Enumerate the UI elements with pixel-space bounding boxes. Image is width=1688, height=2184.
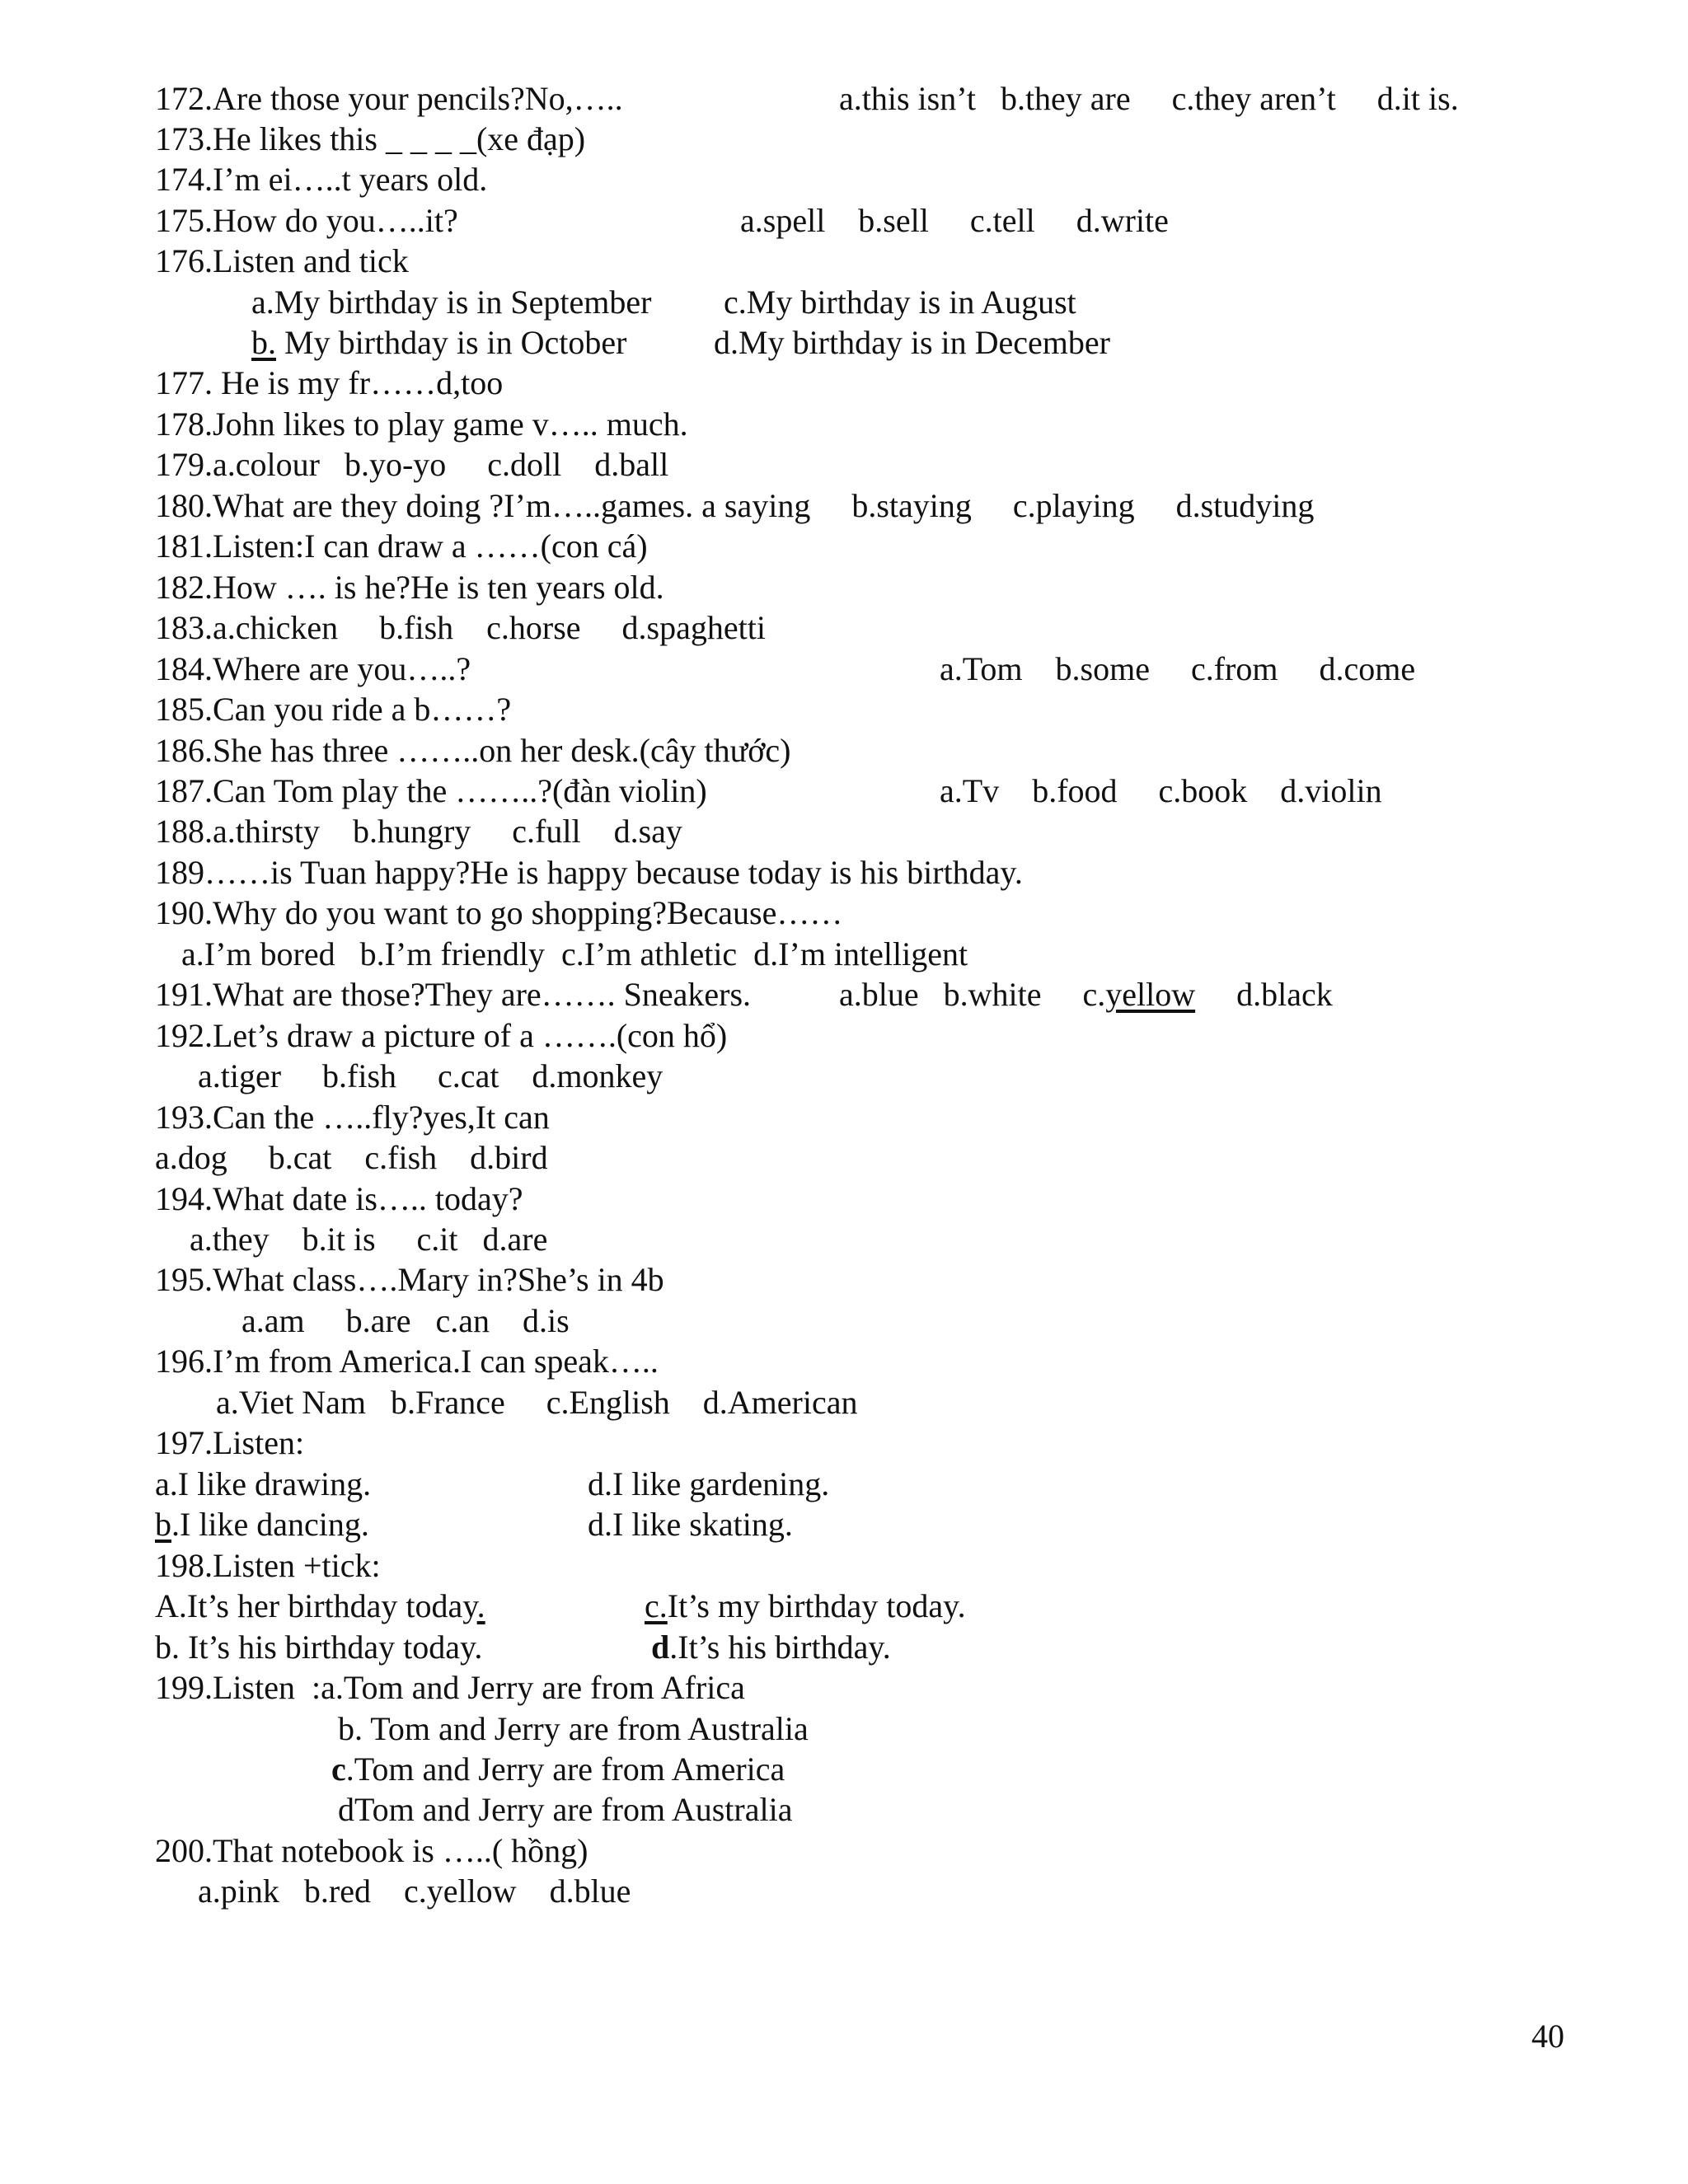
options-190 [181, 934, 968, 975]
option-text: a.My birthday is in September [251, 284, 652, 321]
question-text: 189……is Tuan happy?He is happy because today is his birthday. [155, 854, 1023, 891]
options-200 [198, 1871, 631, 1912]
options-text: a.Viet Nam b.France c.English d.American [216, 1384, 858, 1421]
option-text: d.I like gardening. [588, 1465, 830, 1502]
option-text: b. Tom and Jerry are from Australia [338, 1710, 809, 1747]
options-text: a.blue b.white c. [839, 976, 1106, 1013]
option-176-b [251, 322, 627, 363]
option-text: a.I like drawing. [155, 1465, 372, 1502]
bold-letter: d [651, 1629, 670, 1666]
question-text: 182.How …. is he?He is ten years old. [155, 569, 664, 606]
options-194 [190, 1219, 547, 1260]
question-198 [155, 1545, 381, 1586]
underlined-letter: b. [251, 324, 276, 361]
page-number [1531, 2016, 1564, 2057]
option-176-a [251, 282, 651, 323]
question-text: 192.Let’s draw a picture of a …….(con hổ) [155, 1017, 728, 1054]
question-172 [155, 78, 623, 120]
question-text: 173.He likes this _ _ _ _(xe đạp) [155, 120, 586, 157]
options-175 [740, 200, 1169, 241]
option-199-d [338, 1789, 792, 1830]
options-192 [198, 1056, 663, 1097]
question-193 [155, 1097, 550, 1138]
question-197 [155, 1422, 304, 1464]
option-198-a [155, 1586, 485, 1627]
question-text: 180.What are they doing ?I’m…..games. a saying b.staying c.playing d.studying [155, 487, 1315, 524]
question-178 [155, 404, 688, 445]
options-195 [241, 1301, 570, 1342]
options-196 [216, 1382, 857, 1423]
question-text: 183.a.chicken b.fish c.horse d.spaghetti [155, 609, 766, 646]
question-188 [155, 811, 682, 852]
question-185 [155, 689, 511, 730]
question-text: 185.Can you ride a b……? [155, 691, 512, 728]
options-172 [839, 78, 1459, 120]
question-text: 188.a.thirsty b.hungry c.full d.say [155, 813, 682, 850]
question-183 [155, 607, 766, 649]
question-text: 199.Listen :a.Tom and Jerry are from Africa [155, 1669, 745, 1706]
question-192 [155, 1015, 727, 1057]
options-text: a.they b.it is c.it d.are [190, 1221, 548, 1258]
options-191 [839, 974, 1333, 1015]
option-text: A.It’s her birthday today [155, 1587, 477, 1624]
bold-letter: c [331, 1750, 346, 1788]
option-176-d [714, 322, 1110, 363]
question-text: 179.a.colour b.yo-yo c.doll d.ball [155, 446, 669, 483]
question-179 [155, 444, 668, 485]
underlined-answer: yellow [1105, 976, 1196, 1013]
option-text: c.My birthday is in August [724, 284, 1076, 321]
question-189 [155, 852, 1023, 893]
option-176-c [724, 282, 1076, 323]
question-text: 200.That notebook is …..( hồng) [155, 1832, 588, 1869]
option-199-b [338, 1708, 809, 1750]
underlined-mark: . [476, 1587, 485, 1624]
underlined-letter: b [155, 1506, 171, 1543]
page-number-text: 40 [1531, 2018, 1564, 2055]
underlined-letter: c. [645, 1587, 668, 1624]
question-196 [155, 1341, 659, 1382]
question-text: 197.Listen: [155, 1424, 305, 1461]
question-173 [155, 119, 585, 160]
question-text: 196.I’m from America.I can speak….. [155, 1343, 659, 1380]
options-text: a.this isn’t b.they are c.they aren’t d.it is. [839, 80, 1459, 117]
question-190 [155, 893, 842, 934]
option-198-d [651, 1627, 891, 1668]
question-text: 195.What class….Mary in?She’s in 4b [155, 1261, 664, 1298]
question-200 [155, 1830, 588, 1872]
question-text: 198.Listen +tick: [155, 1547, 381, 1584]
question-text: 176.Listen and tick [155, 242, 409, 279]
question-175 [155, 200, 458, 241]
option-197-d1 [588, 1464, 829, 1505]
question-text: 177. He is my fr……d,too [155, 364, 504, 401]
question-text: 191.What are those?They are……. Sneakers. [155, 976, 752, 1013]
option-198-b [155, 1627, 482, 1668]
question-174 [155, 159, 487, 200]
question-text: 184.Where are you…..? [155, 650, 471, 687]
options-text: a.pink b.red c.yellow d.blue [198, 1872, 631, 1910]
question-191 [155, 974, 751, 1015]
options-text: d.black [1195, 976, 1333, 1013]
options-193 [155, 1137, 548, 1179]
question-199 [155, 1667, 745, 1708]
options-text: a.spell b.sell c.tell d.write [740, 202, 1169, 239]
options-text: a.I’m bored b.I’m friendly c.I’m athletic d.I’m intelligent [181, 935, 968, 972]
question-176 [155, 241, 409, 282]
question-text: 174.I’m ei…..t years old. [155, 161, 488, 198]
question-text: 181.Listen:I can draw a ……(con cá) [155, 527, 648, 565]
question-text: 172.Are those your pencils?No,….. [155, 80, 623, 117]
question-text: 187.Can Tom play the ……..?(đàn violin) [155, 772, 707, 809]
option-text: My birthday is in October [276, 324, 627, 361]
option-197-b [155, 1504, 369, 1545]
options-text: a.dog b.cat c.fish d.bird [155, 1139, 548, 1176]
question-181 [155, 526, 648, 567]
question-187 [155, 771, 707, 812]
question-180 [155, 485, 1314, 527]
question-194 [155, 1179, 523, 1220]
question-177 [155, 363, 503, 404]
option-text: d.I like skating. [588, 1506, 793, 1543]
option-text: dTom and Jerry are from Australia [338, 1791, 793, 1828]
option-text: b. It’s his birthday today. [155, 1629, 483, 1666]
options-187 [940, 771, 1382, 812]
question-text: 190.Why do you want to go shopping?Because…… [155, 894, 843, 931]
options-text: a.Tom b.some c.from d.come [940, 650, 1416, 687]
option-198-c [645, 1586, 966, 1627]
options-text: a.am b.are c.an d.is [241, 1302, 570, 1339]
question-184 [155, 649, 471, 690]
options-text: a.tiger b.fish c.cat d.monkey [198, 1057, 663, 1094]
option-197-d2 [588, 1504, 793, 1545]
option-text: It’s my birthday today. [667, 1587, 966, 1624]
question-text: 175.How do you…..it? [155, 202, 458, 239]
option-text: .It’s his birthday. [669, 1629, 891, 1666]
question-text: 194.What date is….. today? [155, 1180, 523, 1217]
option-text: d.My birthday is in December [714, 324, 1110, 361]
question-text: 193.Can the …..fly?yes,It can [155, 1099, 550, 1136]
option-text: .I like dancing. [171, 1506, 369, 1543]
options-text: a.Tv b.food c.book d.violin [940, 772, 1382, 809]
question-182 [155, 567, 664, 608]
option-text: .Tom and Jerry are from America [345, 1750, 785, 1788]
question-text: 186.She has three ……..on her desk.(cây thước) [155, 732, 791, 769]
question-195 [155, 1259, 664, 1301]
option-199-c [331, 1749, 785, 1790]
question-186 [155, 730, 791, 771]
options-184 [940, 649, 1415, 690]
option-197-a [155, 1464, 371, 1505]
question-text: 178.John likes to play game v….. much. [155, 405, 688, 443]
